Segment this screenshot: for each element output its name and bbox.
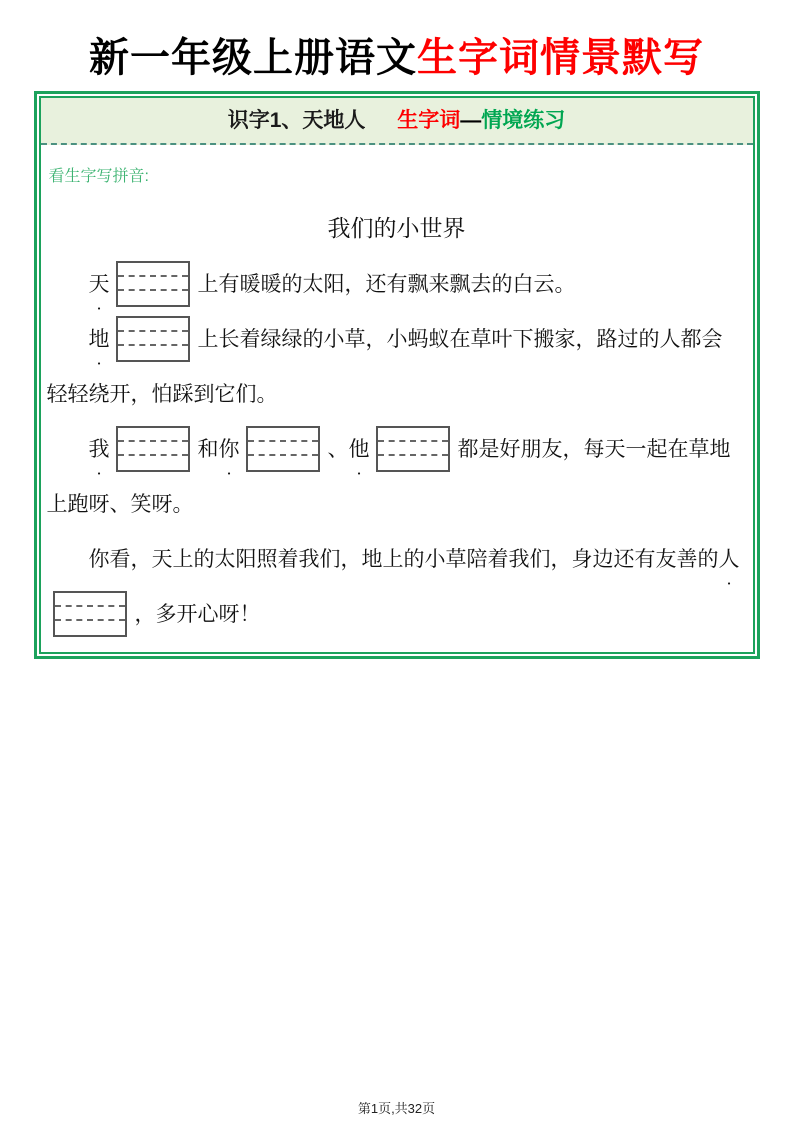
passage-text: 和 <box>197 437 219 461</box>
pinyin-box-line <box>118 346 188 360</box>
emphasized-character: 地 · <box>88 327 110 373</box>
page-title <box>0 26 793 83</box>
page-title-red: 生字词情景默写 <box>417 36 704 80</box>
pinyin-box-line <box>55 621 125 635</box>
emphasis-dot: · <box>96 299 102 318</box>
emphasis-dot: · <box>96 354 102 373</box>
emphasis-dot: · <box>356 464 362 483</box>
pinyin-box-line <box>118 263 188 277</box>
pinyin-writing-box[interactable] <box>53 591 127 637</box>
passage-title: 我们的小世界 <box>327 216 466 242</box>
worksheet-page <box>0 26 793 1148</box>
pinyin-box-line <box>378 442 448 456</box>
worksheet-box <box>34 91 760 659</box>
worksheet-header <box>41 98 753 145</box>
emphasis-dot: · <box>96 464 102 483</box>
document <box>0 26 793 1148</box>
passage-line <box>47 257 747 318</box>
instruction-label: 看生字写拼音: <box>48 168 149 185</box>
emphasis-dot: · <box>226 464 232 483</box>
pinyin-box-line <box>118 318 188 332</box>
pinyin-box-line <box>118 442 188 456</box>
worksheet-box-inner <box>39 96 755 654</box>
passage-text: 你看，天上的太阳照着我们，地上的小草陪着我们，身边还有友善的 <box>88 547 719 571</box>
header-dash: — <box>460 109 482 132</box>
emphasis-dot: · <box>726 574 732 593</box>
lesson-title: 识字1、天地人 <box>227 109 366 132</box>
passage-text: 上有暖暖的太阳，还有飘来飘去的白云。 <box>197 272 576 296</box>
header-tag-red: 生字词 <box>397 109 461 132</box>
pinyin-writing-box[interactable] <box>116 261 190 307</box>
pinyin-writing-box[interactable] <box>116 316 190 362</box>
pinyin-box-line <box>248 428 318 442</box>
passage-line <box>47 587 747 642</box>
passage-line <box>47 532 747 593</box>
passage-text: 都是好朋友，每天一起在草地 <box>457 437 731 461</box>
pinyin-writing-box[interactable] <box>246 426 320 472</box>
passage-text: 、 <box>327 437 349 461</box>
pinyin-box-line <box>118 456 188 470</box>
pinyin-box-line <box>55 593 125 607</box>
page-title-black: 新一年级上册语文 <box>89 36 417 80</box>
emphasized-character: 人 · <box>718 547 740 593</box>
pinyin-box-line <box>248 442 318 456</box>
emphasized-character: 他 · <box>348 437 370 483</box>
pinyin-box-line <box>248 456 318 470</box>
header-tag-green: 情境练习 <box>481 109 566 132</box>
passage-text: 上长着绿绿的小草，小蚂蚁在草叶下搬家，路过的人都会 <box>197 327 723 351</box>
pinyin-box-line <box>118 428 188 442</box>
passage-line <box>47 422 747 483</box>
passage-text: 上跑呀、笑呀。 <box>46 492 194 516</box>
pinyin-writing-box[interactable] <box>116 426 190 472</box>
passage-text: ，多开心呀！ <box>134 602 261 626</box>
passage-line <box>47 367 747 422</box>
passage-line <box>47 312 747 373</box>
pinyin-box-line <box>378 456 448 470</box>
pinyin-box-line <box>55 607 125 621</box>
emphasized-character: 你 · <box>218 437 240 483</box>
emphasized-character: 我 · <box>88 437 110 483</box>
page-footer: 第1页,共32页 <box>357 1101 436 1116</box>
worksheet-content <box>41 163 753 642</box>
pinyin-box-line <box>118 291 188 305</box>
passage <box>47 257 747 642</box>
pinyin-box-line <box>118 277 188 291</box>
passage-text: 轻轻绕开，怕踩到它们。 <box>46 382 278 406</box>
pinyin-writing-box[interactable] <box>376 426 450 472</box>
pinyin-box-line <box>118 332 188 346</box>
pinyin-box-line <box>378 428 448 442</box>
passage-line <box>47 477 747 532</box>
emphasized-character: 天 · <box>88 272 110 318</box>
